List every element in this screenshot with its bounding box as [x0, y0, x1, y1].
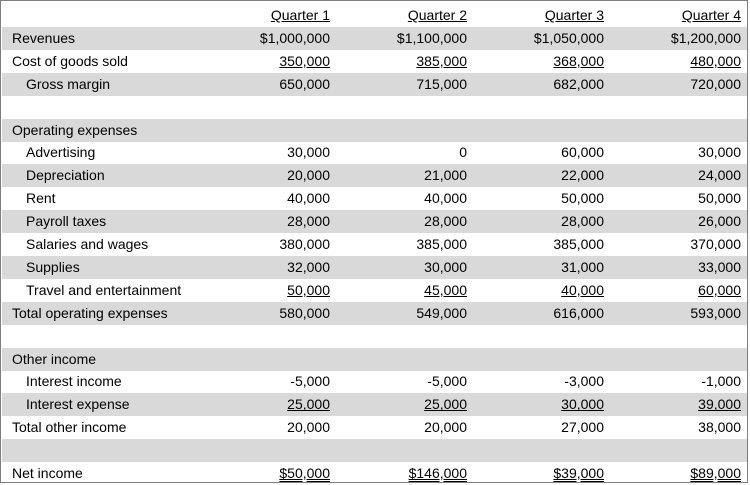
- value-quarter-3: 60,000: [561, 144, 604, 161]
- row-revenues: [2, 27, 747, 50]
- row-gross-margin: [2, 73, 747, 96]
- value-quarter-3: 30,000: [561, 396, 604, 413]
- value-quarter-2: 28,000: [424, 213, 467, 230]
- row-label: Advertising: [26, 144, 96, 161]
- value-quarter-4: 39,000: [698, 396, 741, 413]
- value-quarter-3: 368,000: [553, 52, 604, 69]
- row-label: Interest expense: [26, 396, 130, 413]
- value-quarter-2: 549,000: [416, 304, 467, 321]
- row-net-income: [2, 462, 747, 485]
- value-quarter-3: 22,000: [561, 167, 604, 184]
- value-quarter-4: 720,000: [690, 75, 741, 92]
- row-label: Travel and entertainment: [26, 281, 182, 298]
- value-quarter-1: 28,000: [287, 213, 330, 230]
- value-quarter-3: 682,000: [553, 75, 604, 92]
- row-interest-income: [2, 370, 747, 393]
- value-quarter-4: 24,000: [698, 167, 741, 184]
- row-supplies: [2, 256, 747, 279]
- row-label: Total operating expenses: [12, 304, 168, 321]
- value-quarter-4: 593,000: [690, 304, 741, 321]
- row-travel-and-entertainment: [2, 279, 747, 302]
- value-quarter-1: 25,000: [287, 396, 330, 413]
- value-quarter-4: $89,000: [690, 465, 741, 481]
- value-quarter-1: 380,000: [279, 236, 330, 252]
- value-quarter-1: 40,000: [287, 190, 330, 207]
- row-payroll-taxes: [2, 210, 747, 233]
- value-quarter-2: $146,000: [408, 465, 467, 481]
- row-label: Depreciation: [26, 167, 105, 184]
- value-quarter-4: 60,000: [698, 281, 741, 298]
- row-rent: [2, 187, 747, 210]
- row-cost-of-goods-sold: [2, 50, 747, 73]
- value-quarter-4: 33,000: [698, 258, 741, 275]
- value-quarter-4: 38,000: [698, 419, 741, 436]
- value-quarter-1: 50,000: [287, 281, 330, 298]
- value-quarter-2: 30,000: [424, 258, 467, 275]
- value-quarter-2: 40,000: [424, 190, 467, 207]
- row-label: Interest income: [26, 373, 122, 390]
- row-label: Operating expenses: [12, 121, 138, 138]
- row-label: Total other income: [12, 419, 127, 436]
- value-quarter-1: -5,000: [290, 373, 330, 390]
- value-quarter-2: 715,000: [416, 75, 467, 92]
- row-label: Other income: [12, 350, 97, 367]
- value-quarter-4: $1,200,000: [670, 29, 741, 46]
- row-depreciation: [2, 164, 747, 187]
- row-label: Salaries and wages: [26, 236, 149, 252]
- value-quarter-3: 28,000: [561, 213, 604, 230]
- row-total-operating-expenses: [2, 302, 747, 325]
- header-row: [2, 4, 747, 27]
- value-quarter-1: $50,000: [279, 465, 330, 481]
- value-quarter-1: 650,000: [279, 75, 330, 92]
- column-header-quarter-4: Quarter 4: [681, 7, 741, 23]
- row-label: Supplies: [26, 258, 80, 275]
- value-quarter-2: 25,000: [424, 396, 467, 413]
- spacer-row: [2, 325, 747, 348]
- value-quarter-2: 45,000: [424, 281, 467, 298]
- value-quarter-1: 32,000: [287, 258, 330, 275]
- value-quarter-3: 27,000: [561, 419, 604, 436]
- row-other-income: [2, 348, 747, 371]
- row-label: Cost of goods sold: [12, 52, 128, 69]
- value-quarter-3: 616,000: [553, 304, 604, 321]
- value-quarter-3: $1,050,000: [533, 29, 604, 46]
- column-header-quarter-3: Quarter 3: [544, 7, 604, 23]
- value-quarter-2: 21,000: [424, 167, 467, 184]
- value-quarter-4: 26,000: [698, 213, 741, 230]
- row-interest-expense: [2, 393, 747, 416]
- row-advertising: [2, 141, 747, 164]
- value-quarter-1: 350,000: [279, 52, 330, 69]
- value-quarter-4: 370,000: [690, 236, 741, 252]
- value-quarter-3: $39,000: [553, 465, 604, 481]
- value-quarter-3: -3,000: [564, 373, 604, 390]
- value-quarter-3: 31,000: [561, 258, 604, 275]
- value-quarter-3: 50,000: [561, 190, 604, 207]
- value-quarter-3: 40,000: [561, 281, 604, 298]
- value-quarter-1: 20,000: [287, 419, 330, 436]
- row-label: Gross margin: [26, 75, 111, 92]
- column-header-quarter-1: Quarter 1: [270, 7, 330, 23]
- value-quarter-2: 20,000: [424, 419, 467, 436]
- value-quarter-2: $1,100,000: [396, 29, 467, 46]
- row-label: Revenues: [12, 29, 76, 46]
- value-quarter-4: 50,000: [698, 190, 741, 207]
- value-quarter-1: $1,000,000: [259, 29, 330, 46]
- row-total-other-income: [2, 416, 747, 439]
- value-quarter-2: 385,000: [416, 236, 467, 252]
- value-quarter-1: 30,000: [287, 144, 330, 161]
- column-header-quarter-2: Quarter 2: [407, 7, 467, 23]
- row-label: Payroll taxes: [26, 213, 107, 230]
- value-quarter-4: 30,000: [698, 144, 741, 161]
- value-quarter-2: 0: [459, 144, 467, 161]
- row-operating-expenses: [2, 119, 747, 142]
- value-quarter-4: -1,000: [701, 373, 741, 390]
- value-quarter-2: -5,000: [427, 373, 467, 390]
- value-quarter-4: 480,000: [690, 52, 741, 69]
- spacer-row: [2, 439, 747, 462]
- row-label: Rent: [26, 190, 56, 207]
- spacer-row: [2, 96, 747, 119]
- row-label: Net income: [12, 465, 83, 481]
- value-quarter-3: 385,000: [553, 236, 604, 252]
- value-quarter-2: 385,000: [416, 52, 467, 69]
- row-salaries-and-wages: [2, 233, 747, 256]
- value-quarter-1: 580,000: [279, 304, 330, 321]
- value-quarter-1: 20,000: [287, 167, 330, 184]
